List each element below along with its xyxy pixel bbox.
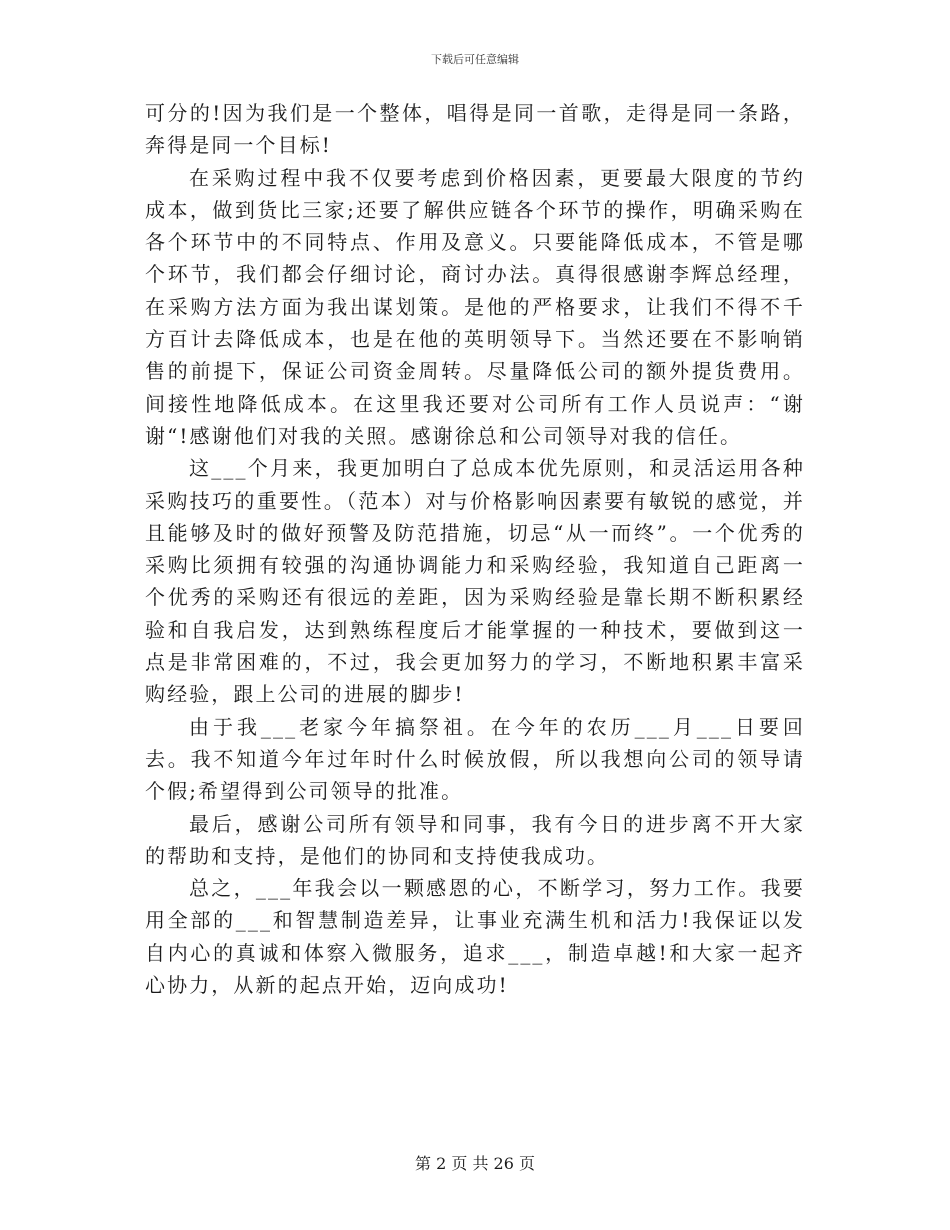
page-number: 第 2 页 共 26 页 bbox=[415, 1154, 535, 1173]
paragraph-5: 最后，感谢公司所有领导和同事，我有今日的进步离不开大家的帮助和支持，是他们的协同和支持使我成功。 bbox=[145, 811, 805, 868]
page-header: 下载后可任意编辑 bbox=[431, 53, 519, 66]
document-body bbox=[145, 97, 805, 1001]
paragraph-1: 可分的!因为我们是一个整体，唱得是同一首歌，走得是同一条路，奔得是同一个目标! bbox=[145, 101, 805, 158]
paragraph-4: 由于我___老家今年搞祭祖。在今年的农历___月___日要回去。我不知道今年过年时什么时候放假，所以我想向公司的领导请个假;希望得到公司领导的批准。 bbox=[145, 714, 805, 804]
paragraph-6: 总之，___年我会以一颗感恩的心，不断学习，努力工作。我要用全部的___和智慧制造差异，让事业充满生机和活力!我保证以发自内心的真诚和体察入微服务，追求___，制造卓越!和大家一起齐心协力，从新的起点开始，迈向成功! bbox=[145, 876, 805, 998]
paragraph-2: 在采购过程中我不仅要考虑到价格因素，更要最大限度的节约成本，做到货比三家;还要了解供应链各个环节的操作，明确采购在各个环节中的不同特点、作用及意义。只要能降低成本，不管是哪个环节，我们都会仔细讨论，商讨办法。真得很感谢李辉总经理，在采购方法方面为我出谋划策。是他的严格要求，让我们不得不千方百计去降低成本，也是在他的英明领导下。当然还要在不影响销售的前提下，保证公司资金周转。尽量降低公司的额外提货费用。间接性地降低成本。在这里我还要对公司所有工作人员说声：“谢谢“!感谢他们对我的关照。感谢徐总和公司领导对我的信任。 bbox=[145, 165, 805, 448]
paragraph-3: 这___个月来，我更加明白了总成本优先原则，和灵活运用各种采购技巧的重要性。（范本）对与价格影响因素要有敏锐的感觉，并且能够及时的做好预警及防范措施，切忌“从一而终”。一个优秀的采购比须拥有较强的沟通协调能力和采购经验，我知道自己距离一个优秀的采购还有很远的差距，因为采购经验是靠长期不断积累经验和自我启发，达到熟练程度后才能掌握的一种技术，要做到这一点是非常困难的，不过，我会更加努力的学习，不断地积累丰富采购经验，跟上公司的进展的脚步! bbox=[145, 456, 805, 707]
